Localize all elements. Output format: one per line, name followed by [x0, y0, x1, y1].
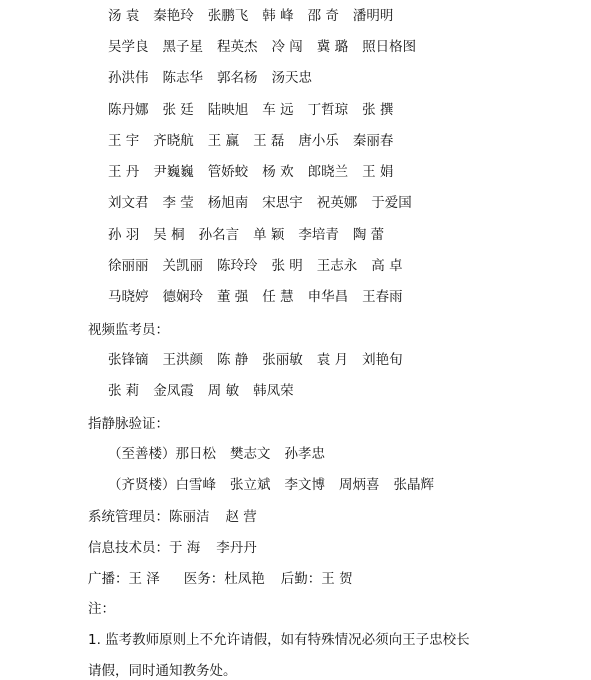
medical-name: 杜凤艳: [224, 571, 265, 587]
finger-vein-name: 樊志文: [230, 446, 271, 462]
staff-name: 邵 奇: [307, 8, 339, 24]
staff-name: 王 赢: [207, 133, 240, 149]
finger-vein-name: （齐贤楼）白雪峰: [108, 477, 216, 493]
staff-name: 杨旭南: [207, 195, 249, 211]
staff-name: 丁哲琼: [307, 102, 349, 118]
staff-name: 王春雨: [362, 289, 403, 305]
system-admin-name-1: 陈丽洁: [169, 509, 210, 525]
broadcast-name: 王 泽: [128, 571, 160, 587]
staff-row: [108, 288, 403, 306]
staff-name: 照日格图: [362, 39, 417, 55]
staff-name: 任 慧: [262, 289, 294, 305]
staff-name: 宋思宇: [262, 195, 303, 211]
finger-vein-name: 张晶辉: [393, 477, 434, 493]
video-monitor-name: 张丽敏: [262, 352, 303, 368]
staff-name: 张鹏飞: [207, 8, 249, 24]
staff-name: 李培青: [298, 227, 339, 243]
staff-name: 陈丹娜: [108, 102, 149, 118]
info-tech-line: [88, 539, 257, 557]
staff-name: 郎晓兰: [307, 164, 349, 180]
staff-name: 齐晓航: [153, 133, 194, 149]
staff-name: 冀 璐: [316, 39, 349, 55]
staff-row: [108, 101, 393, 119]
finger-vein-name: 周炳喜: [339, 477, 380, 493]
staff-name: 高 卓: [371, 258, 403, 274]
staff-name: 王志永: [316, 258, 358, 274]
staff-name: 刘文君: [108, 195, 149, 211]
staff-name: 郭名杨: [217, 70, 258, 86]
staff-name: 张 撰: [362, 102, 394, 118]
system-admin-line: [88, 508, 257, 526]
staff-row: [108, 7, 393, 25]
staff-name: 唐小乐: [298, 133, 339, 149]
broadcast-label: 广播：: [88, 571, 129, 587]
staff-name: 王 磊: [253, 133, 285, 149]
video-monitor-name: 金凤霞: [153, 383, 194, 399]
staff-row: [108, 226, 384, 244]
staff-name: 孙洪伟: [108, 70, 149, 86]
info-tech-name-2: 李丹丹: [216, 540, 257, 556]
video-monitor-name: 王洪颜: [162, 352, 203, 368]
staff-row: [108, 38, 416, 56]
staff-name: 单 颖: [253, 227, 285, 243]
staff-row: [108, 194, 412, 212]
staff-name: 管娇蛟: [207, 164, 249, 180]
staff-name: 汤天忠: [271, 70, 312, 86]
notes-label: 注：: [88, 601, 115, 617]
staff-name: 秦丽春: [352, 133, 394, 149]
staff-name: 尹巍巍: [153, 164, 194, 180]
staff-row: [108, 257, 403, 275]
finger-vein-label: 指静脉验证：: [88, 416, 169, 432]
staff-name: 祝英娜: [316, 195, 358, 211]
staff-name: 王 丹: [108, 164, 140, 180]
staff-name: 李 莹: [162, 195, 194, 211]
finger-vein-name: （至善楼）那日松: [108, 446, 216, 462]
video-monitor-name: 陈 静: [217, 352, 249, 368]
video-monitor-name: 张 莉: [108, 383, 140, 399]
info-tech-label: 信息技术员：: [88, 540, 169, 556]
staff-name: 潘明明: [352, 8, 394, 24]
video-monitor-label: 视频监考员：: [88, 322, 169, 338]
staff-name: 马晓婷: [108, 289, 149, 305]
logistics-name: 王 贺: [321, 571, 353, 587]
staff-name: 汤 袁: [108, 8, 140, 24]
video-monitor-name: 张锋镝: [108, 352, 149, 368]
staff-name: 于爱国: [371, 195, 412, 211]
staff-name: 吴学良: [108, 39, 149, 55]
staff-name: 孙 羽: [108, 227, 140, 243]
video-monitor-name: 袁 月: [316, 352, 349, 368]
staff-name: 陈志华: [162, 70, 203, 86]
staff-name: 王 宇: [108, 133, 140, 149]
staff-name: 张 廷: [162, 102, 194, 118]
finger-vein-row: [108, 445, 325, 463]
staff-name: 申华昌: [307, 289, 349, 305]
video-monitor-name: 韩凤荣: [253, 383, 294, 399]
video-monitor-row: [108, 382, 294, 400]
staff-name: 张 明: [271, 258, 303, 274]
staff-name: 秦艳玲: [153, 8, 194, 24]
staff-name: 孙名言: [198, 227, 240, 243]
staff-name: 吴 桐: [153, 227, 185, 243]
video-monitor-name: 周 敏: [207, 383, 240, 399]
finger-vein-name: 张立斌: [230, 477, 271, 493]
staff-name: 王 娟: [362, 164, 394, 180]
staff-name: 陈玲玲: [217, 258, 258, 274]
info-tech-name-1: 于 海: [169, 540, 201, 556]
staff-name: 黑子星: [162, 39, 203, 55]
note-1-line-1: 1. 监考教师原则上不允许请假，如有特殊情况必须向王子忠校长: [88, 632, 470, 648]
staff-name: 董 强: [217, 289, 249, 305]
video-monitor-row: [108, 351, 403, 369]
staff-row: [108, 132, 393, 150]
finger-vein-row: [108, 476, 434, 494]
medical-label: 医务：: [183, 571, 225, 587]
staff-row: [108, 163, 393, 181]
finger-vein-name: 孙孝忠: [284, 446, 325, 462]
staff-name: 徐丽丽: [108, 258, 149, 274]
logistics-label: 后勤：: [280, 571, 322, 587]
note-1-line-2: 请假，同时通知教务处。: [88, 663, 237, 679]
staff-name: 德娴玲: [162, 289, 203, 305]
staff-name: 陶 蕾: [352, 227, 385, 243]
staff-row: [108, 69, 312, 87]
system-admin-label: 系统管理员：: [88, 509, 169, 525]
staff-name: 陆映旭: [207, 102, 249, 118]
staff-name: 冷 闯: [271, 39, 303, 55]
staff-name: 车 远: [262, 102, 294, 118]
staff-name: 韩 峰: [262, 8, 294, 24]
staff-name: 程英杰: [217, 39, 258, 55]
finger-vein-name: 李文博: [284, 477, 325, 493]
support-line: [88, 570, 353, 588]
system-admin-name-2: 赵 营: [225, 509, 257, 525]
staff-name: 关凯丽: [162, 258, 203, 274]
staff-name: 杨 欢: [262, 164, 294, 180]
video-monitor-name: 刘艳旬: [362, 352, 403, 368]
